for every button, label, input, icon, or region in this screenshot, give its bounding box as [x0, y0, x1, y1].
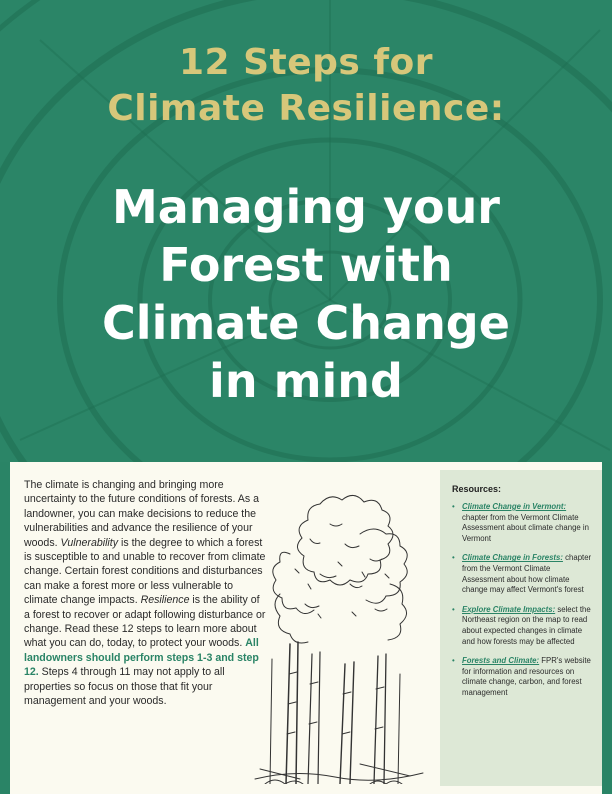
resilience-term: Resilience: [140, 594, 190, 607]
resource-description: chapter from the Vermont Climate Assessment about how climate change may affect Vermont's forest: [462, 553, 592, 595]
resource-item: [452, 502, 594, 544]
resource-item: [452, 605, 594, 647]
resource-description: select the Northeast region on the map to read about expected changes in climate and how forests may be affected: [462, 604, 591, 646]
intro-text-4: Steps 4 through 11 may not apply to all properties so focus on those that fit your management and your woods.: [24, 666, 225, 708]
title-line-1: Managing your: [111, 180, 500, 234]
resources-sidebar: [440, 470, 602, 786]
bullet-icon: •: [452, 502, 455, 511]
resource-item: [452, 656, 594, 698]
resource-description: chapter from the Vermont Climate Assessment about climate change in Vermont: [462, 512, 589, 543]
resource-link-forests-and-climate[interactable]: Forests and Climate:: [462, 656, 540, 666]
subtitle-line-2: Climate Resilience:: [107, 88, 505, 129]
intro-text-2: is the degree to which a forest is susceptible to and unable to recover from climate change. Certain forest conditions and disturbances can make a forest more or less vulnerable to climate change impacts.: [24, 536, 266, 607]
title-line-3: Climate Change: [102, 296, 510, 350]
page-title: [0, 178, 612, 410]
title-line-2: Forest with: [159, 238, 453, 292]
resource-link-climate-change-vermont[interactable]: Climate Change in Vermont:: [462, 502, 567, 511]
subtitle-line-1: 12 Steps for: [178, 42, 434, 83]
bullet-icon: •: [452, 553, 455, 563]
forest-sketch-icon: [250, 484, 428, 784]
resource-item: [452, 553, 594, 595]
resource-link-climate-change-forests[interactable]: Climate Change in Forests:: [462, 553, 563, 563]
subtitle: [0, 40, 612, 132]
vulnerability-term: Vulnerability: [60, 536, 119, 549]
content-panel: [10, 462, 602, 794]
highlight-text: All landowners should perform steps 1-3 and step 12.: [24, 637, 259, 679]
resource-link-explore-climate-impacts[interactable]: Explore Climate Impacts:: [462, 604, 556, 614]
resource-description: FPR's website for information and resources on climate change, carbon, and forest management: [462, 656, 591, 697]
resources-heading: Resources:: [452, 484, 502, 494]
bullet-icon: •: [452, 604, 455, 614]
title-line-4: in mind: [209, 354, 403, 408]
intro-paragraph: [24, 478, 266, 709]
intro-text-3: is the ability of a forest to recover or adapt following disturbance or change. Read these 12 steps to learn more about what you can do, today, to protect your woods.: [24, 594, 266, 650]
intro-text-1: The climate is changing and bringing more uncertainty to the future conditions of forests. As a landowner, you can make decisions to reduce the vulnerabilities and advance the resilience of your woods.: [24, 479, 259, 549]
bullet-icon: •: [452, 656, 455, 666]
